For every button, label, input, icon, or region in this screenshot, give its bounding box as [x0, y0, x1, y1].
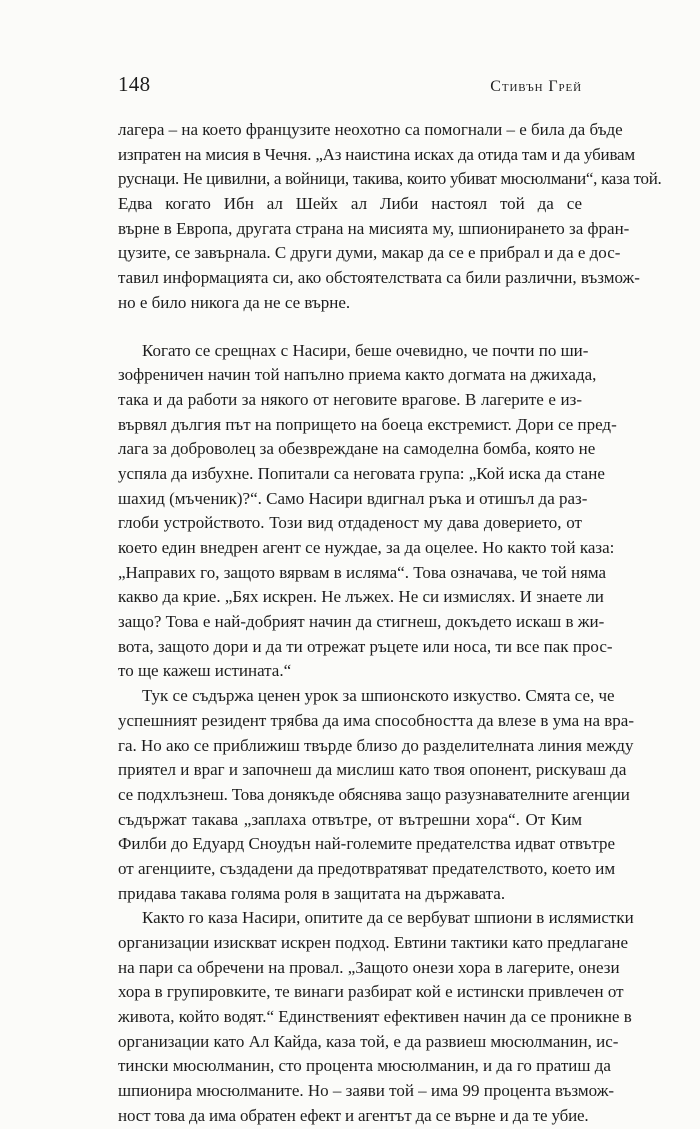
- text-line: успяла да избухне. Попитали са неговата група: „Кой иска да стане: [118, 463, 605, 483]
- section-break: [118, 316, 582, 339]
- text-line: то ще кажеш истината.“: [118, 661, 292, 681]
- text-line: организации като Ал Кайда, каза той, е да развиеш мюсюлманин, ис-: [118, 1031, 619, 1051]
- text-line: глоби устройството. Този вид отдаденост му дава доверието, от: [118, 513, 582, 533]
- text-line: Както го каза Насири, опитите да се вербуват шпиони в ислямистки: [142, 908, 634, 928]
- text-line: се подхлъзнеш. Това донякъде обяснява защо разузнавателните агенции: [118, 784, 630, 804]
- page-number: 148: [118, 72, 151, 96]
- text-line: „Направих го, защото вярвам в исляма“. Това означава, че той няма: [118, 562, 607, 582]
- text-line: шахид (мъченик)?“. Само Насири вдигнал ръка и отишъл да раз-: [118, 488, 588, 508]
- paragraph-3: [118, 684, 634, 906]
- text-line: какво да крие. „Бях искрен. Не лъжех. Не си измислях. И знаете ли: [118, 587, 604, 607]
- paragraph-1: [118, 118, 662, 316]
- text-line: лага за доброволец за обезвреждане на самоделна бомба, която не: [118, 439, 596, 459]
- text-line: изпратен на мисия в Чечня. „Аз наистина исках да отида там и да убивам: [118, 144, 635, 164]
- text-line: га. Но ако се приближиш твърде близо до разделителната линия между: [118, 735, 634, 755]
- text-line: успешният резидент трябва да има способността да влезе в ума на вра-: [118, 710, 634, 730]
- page-header: [118, 72, 582, 97]
- text-line: придава такава голяма роля в защитата на държавата.: [118, 883, 506, 903]
- text-line: тавил информацията си, ако обстоятелствата са били различни, възмож-: [118, 268, 640, 288]
- text-line: зофреничен начин той напълно приема както догмата на джихада,: [118, 365, 597, 385]
- text-line: ност това да има обратен ефект и агентът да се върне и да те убие.: [118, 1105, 589, 1125]
- text-line: което един внедрен агент се нуждае, за да оцелее. Но както той каза:: [118, 538, 615, 557]
- text-line: тински мюсюлманин, сто процента мюсюлманин, и да го пратиш да: [118, 1056, 611, 1076]
- text-line: съдържат такава „заплаха отвътре, от вътрешни хора“. От Ким: [118, 809, 582, 829]
- text-line: Едва когато Ибн ал Шейх ал Либи настоял той да се: [118, 194, 582, 214]
- text-line: но е било никога да не се върне.: [118, 292, 351, 312]
- text-line: организации изискват искрен подход. Евтини тактики като предлагане: [118, 933, 629, 952]
- paragraph-2: [118, 339, 617, 685]
- paragraph-4: [118, 906, 634, 1128]
- text-line: живота, който водят.“ Единственият ефективен начин да се проникне в: [118, 1007, 632, 1027]
- text-line: Филби до Едуард Сноудън най-големите предателства идват отвътре: [118, 834, 616, 854]
- body-text: [118, 118, 662, 1129]
- text-line: шпионира мюсюлманите. Но – заяви той – има 99 процента възмож-: [118, 1081, 615, 1101]
- text-line: защо? Това е най-добрият начин да стигнеш, докъдето искаш в жи-: [118, 612, 605, 632]
- text-line: лагера – на което французите неохотно са помогнали – е била да бъде: [118, 120, 623, 139]
- text-line: цузите, се завърнала. С други думи, макар да се е прибрал и да е дос-: [118, 243, 621, 263]
- running-head-author: Стивън Грей: [490, 78, 582, 95]
- text-line: Тук се съдържа ценен урок за шпионското изкуство. Смята се, че: [142, 686, 615, 706]
- text-line: руснаци. Не цивилни, а войници, такива, които убиват мюсюлмани“, каза той.: [118, 169, 662, 189]
- text-line: вървял дългия път на попрището на боеца екстремист. Дори се пред-: [118, 414, 617, 434]
- text-line: вота, защото дори и да ти отрежат ръцете или носа, ти все пак прос-: [118, 636, 613, 656]
- text-line: на пари са обречени на провал. „Защото онези хора в лагерите, онези: [118, 957, 620, 977]
- text-line: приятел и враг и започнеш да мислиш като твоя опонент, рискуваш да: [118, 760, 627, 780]
- text-line: Когато се срещнах с Насири, беше очевидно, че почти по ши-: [142, 340, 589, 360]
- text-line: от агенциите, създадени да предотвратяват предателството, което им: [118, 858, 616, 878]
- text-line: хора в групировките, те винаги разбират кой е истински привлечен от: [118, 982, 624, 1002]
- text-line: върне в Европа, другата страна на мисията му, шпионирането за фран-: [118, 218, 630, 238]
- text-line: така и да работи за някого от неговите врагове. В лагерите е из-: [118, 389, 582, 409]
